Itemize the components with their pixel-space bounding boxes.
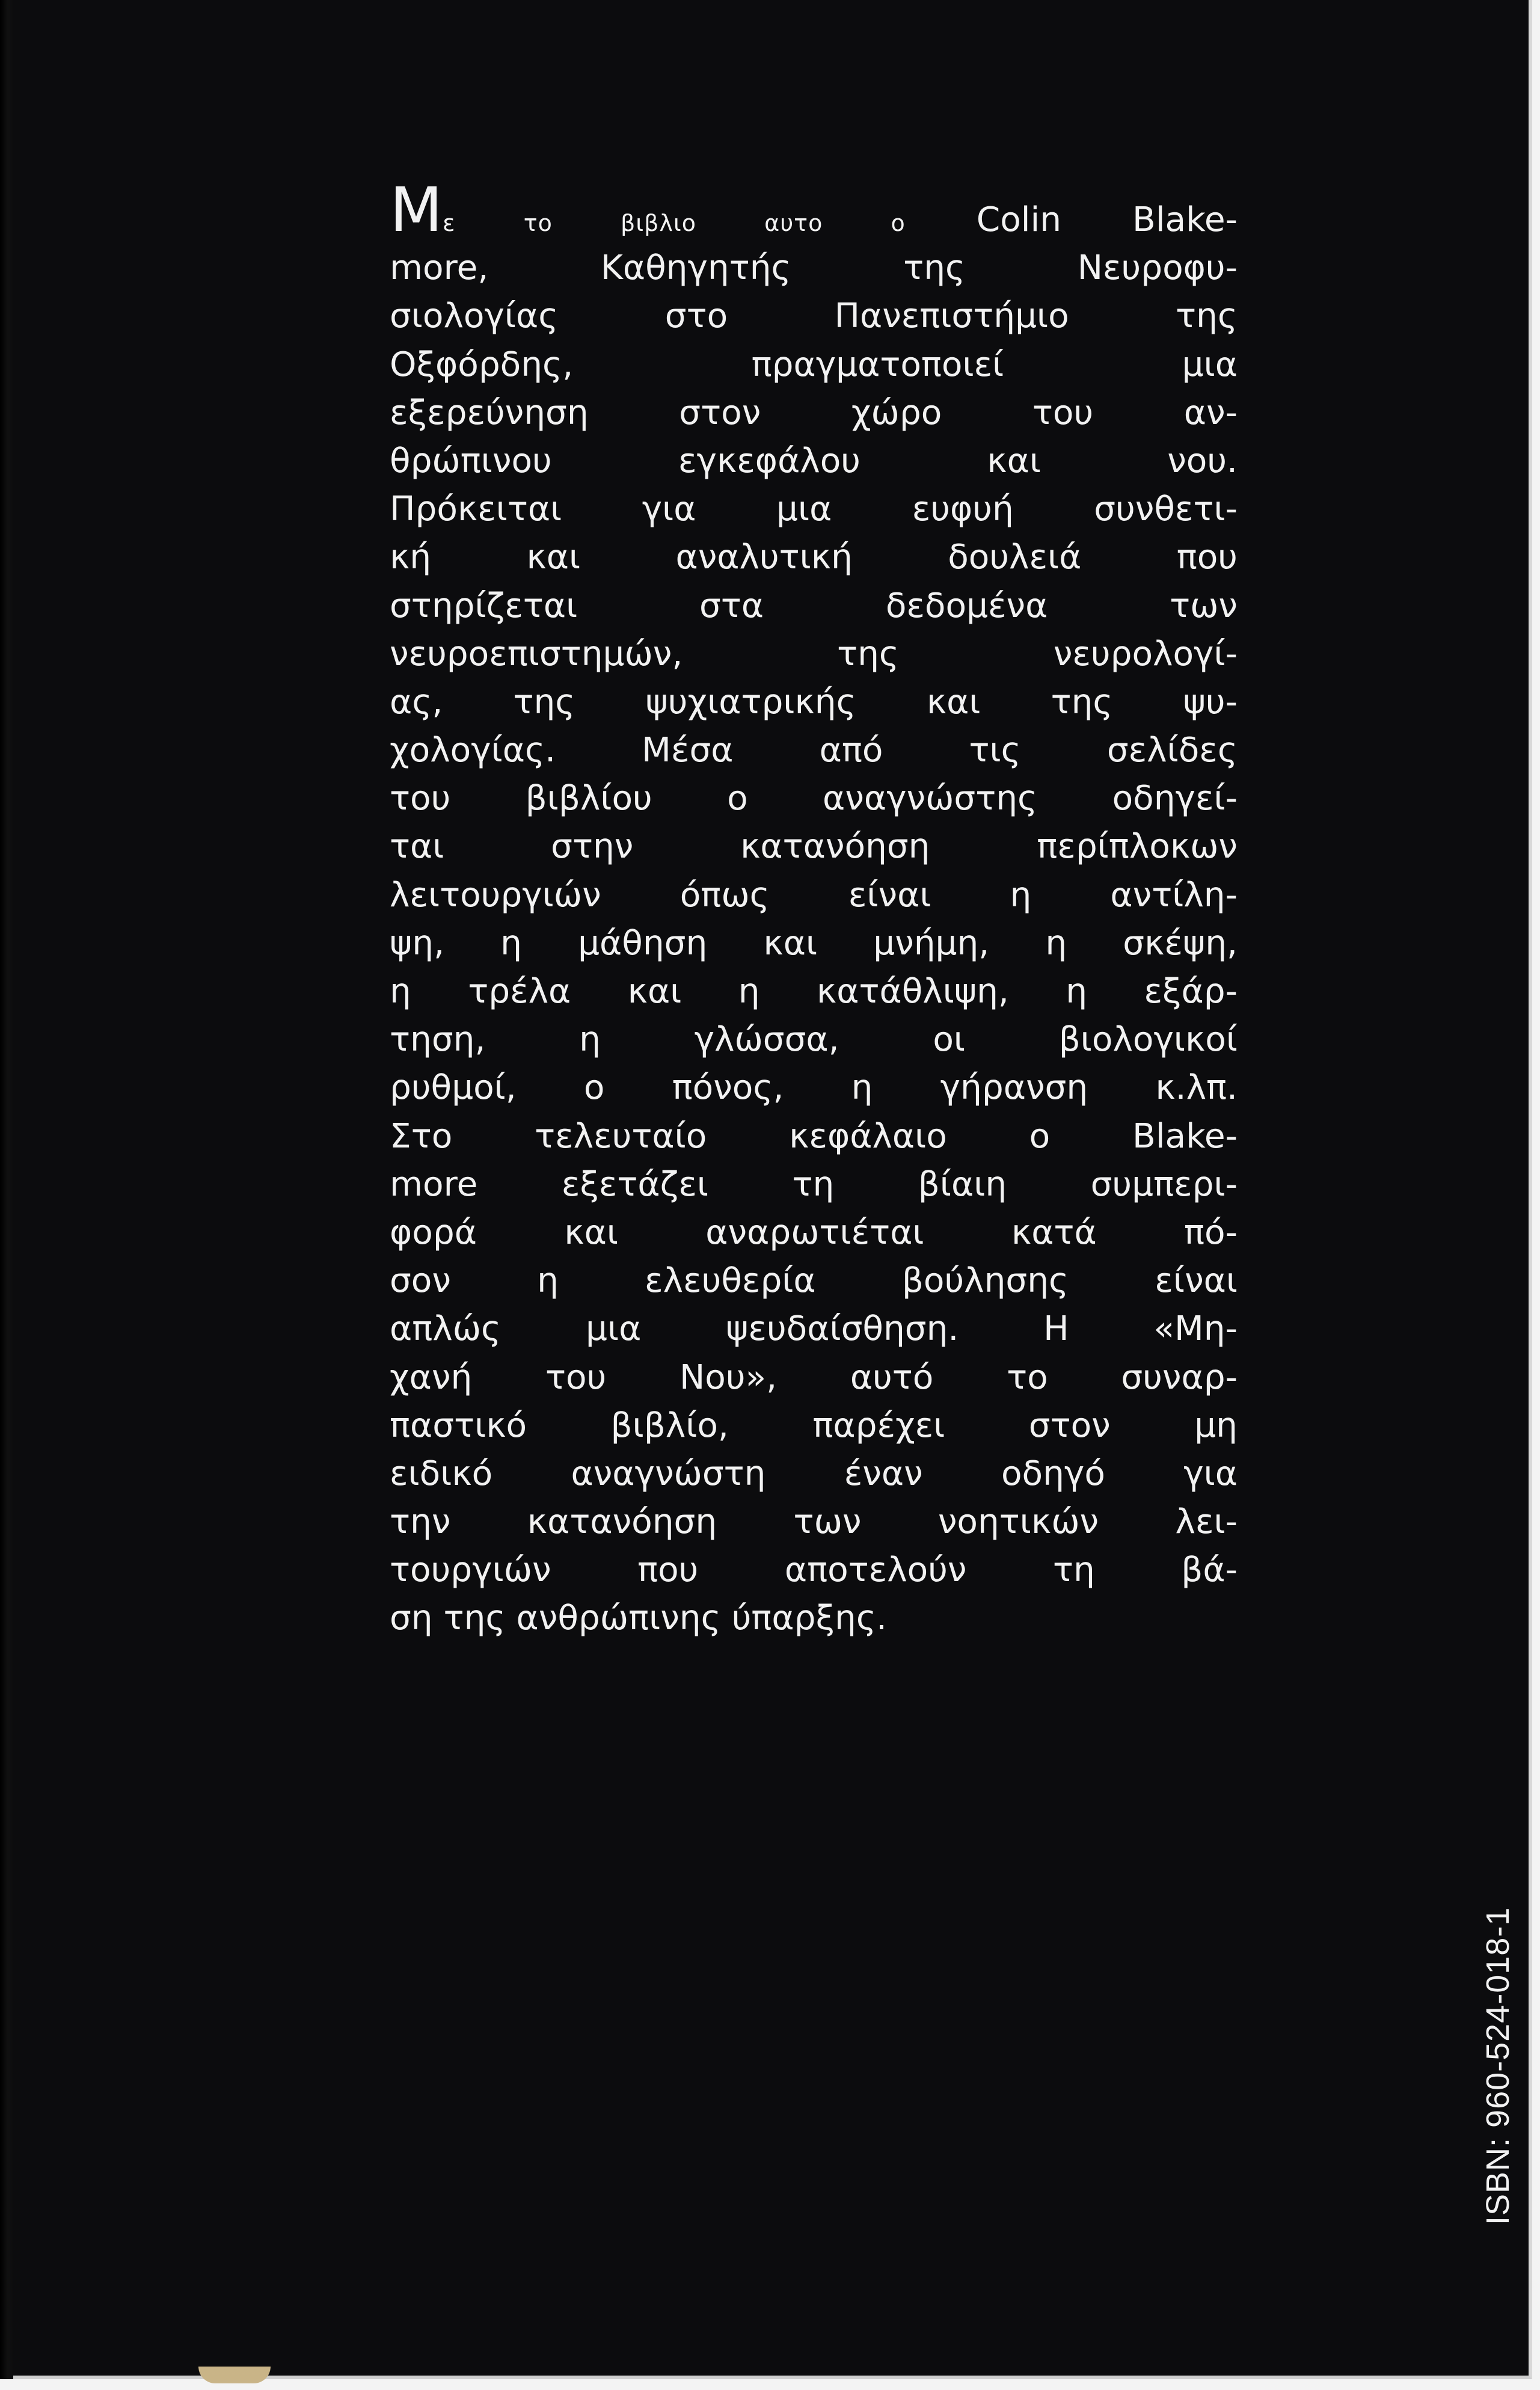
- blurb-line: Οξφόρδης, πραγματοποιεί μια: [390, 345, 1238, 384]
- spine-edge: [0, 0, 13, 2379]
- blurb-line: του βιβλίου ο αναγνώστης οδηγεί-: [390, 779, 1238, 819]
- blurb-line: ειδικό αναγνώστη έναν οδηγό για: [390, 1454, 1238, 1493]
- blurb-line: φορά και αναρωτιέται κατά πό-: [390, 1212, 1238, 1252]
- blurb-text: [390, 174, 1238, 1643]
- lead-smallcaps: ε το βιβλιο αυτο ο: [443, 210, 906, 236]
- blurb-line: κή και αναλυτική δουλειά που: [390, 538, 1238, 577]
- blurb-line: θρώπινου εγκεφάλου και νου.: [390, 441, 1238, 481]
- blurb-line: more εξετάζει τη βίαιη συμπερι-: [390, 1164, 1238, 1204]
- blurb-line: ση της ανθρώπινης ύπαρξης.: [390, 1599, 887, 1638]
- isbn-number: ISBN: 960-524-018-1: [1480, 1906, 1516, 2225]
- blurb-line: σον η ελευθερία βούλησης είναι: [390, 1261, 1238, 1301]
- drop-cap: Μ: [390, 174, 443, 246]
- blurb-line: λειτουργιών όπως είναι η αντίλη-: [390, 875, 1238, 915]
- blurb-line: Με το βιβλιο αυτο ο Colin Blake-: [390, 174, 1238, 246]
- corner-wear: [198, 2367, 271, 2383]
- blurb-line: χολογίας. Μέσα από τις σελίδες: [390, 731, 1238, 770]
- blurb-line: Στο τελευταίο κεφάλαιο ο Blake-: [390, 1116, 1238, 1156]
- blurb-line: απλώς μια ψευδαίσθηση. Η «Μη-: [390, 1309, 1238, 1349]
- blurb-line: τηση, η γλώσσα, οι βιολογικοί: [390, 1020, 1238, 1060]
- blurb-line: παστικό βιβλίο, παρέχει στον μη: [390, 1405, 1238, 1445]
- blurb-line: εξερεύνηση στον χώρο του αν-: [390, 393, 1238, 432]
- blurb-line: σιολογίας στο Πανεπιστήμιο της: [390, 296, 1238, 336]
- blurb-line: more, Καθηγητής της Νευροφυ-: [390, 248, 1238, 288]
- blurb-line: χανή του Νου», αυτό το συναρ-: [390, 1357, 1238, 1397]
- blurb-line: Πρόκειται για μια ευφυή συνθετι-: [390, 490, 1238, 529]
- blurb-line: ται στην κατανόηση περίπλοκων: [390, 827, 1238, 867]
- blurb-line: η τρέλα και η κατάθλιψη, η εξάρ-: [390, 972, 1238, 1011]
- blurb-line: ψη, η μάθηση και μνήμη, η σκέψη,: [390, 923, 1238, 963]
- blurb-line: νευροεπιστημών, της νευρολογί-: [390, 634, 1238, 674]
- blurb-line: ας, της ψυχιατρικής και της ψυ-: [390, 682, 1238, 722]
- blurb-line: τουργιών που αποτελούν τη βά-: [390, 1550, 1238, 1590]
- blurb-line: ρυθμοί, ο πόνος, η γήρανση κ.λπ.: [390, 1068, 1238, 1108]
- blurb-line: την κατανόηση των νοητικών λει-: [390, 1502, 1238, 1542]
- blurb-line: στηρίζεται στα δεδομένα των: [390, 586, 1238, 625]
